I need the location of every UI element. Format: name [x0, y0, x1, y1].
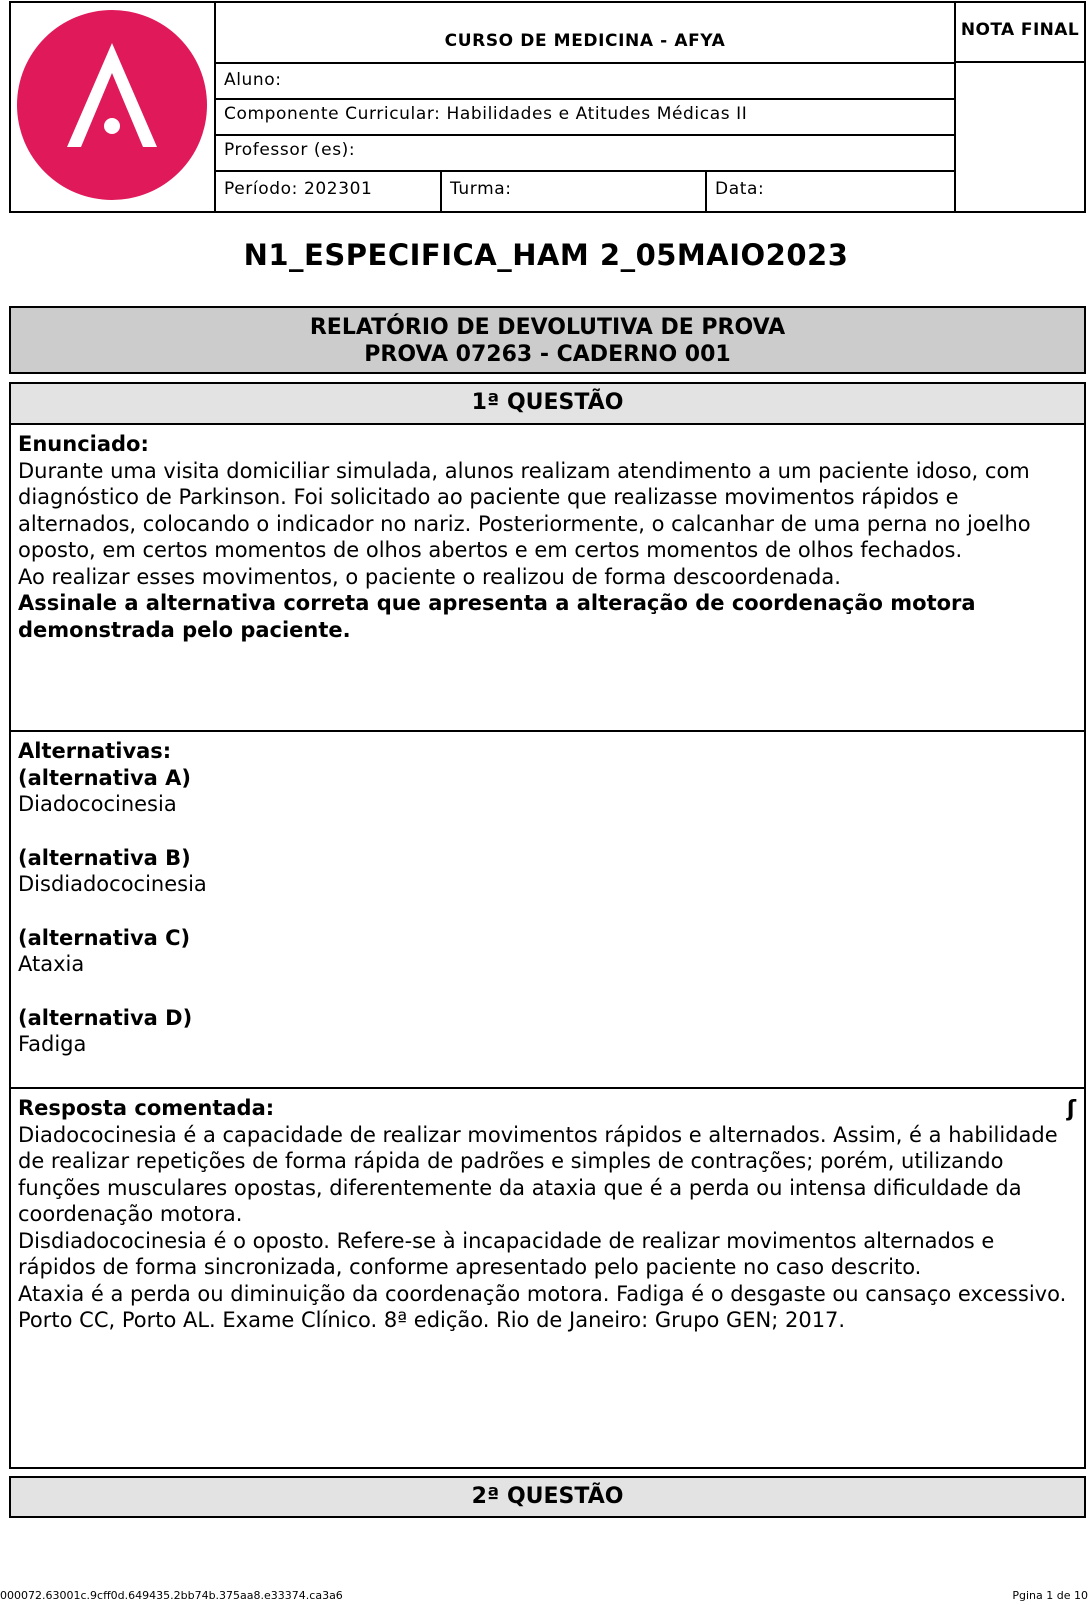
alternative-text: Fadiga — [18, 1032, 87, 1056]
report-title: RELATÓRIO DE DEVOLUTIVA DE PROVA — [309, 315, 786, 340]
alternative-b — [18, 845, 1072, 898]
alternative-c — [18, 925, 1072, 978]
text-cursor-mark: ʃ — [1066, 1097, 1076, 1122]
alternative-label: (alternativa D) — [18, 1005, 193, 1030]
resposta-paragraph: Disdiadococinesia é o oposto. Refere-se à incapacidade de realizar movimentos alternados e rápidos de forma sincronizada, conforme apresentado pelo paciente no caso descrito. — [18, 1228, 995, 1279]
question-1-header: 1ª QUESTÃO — [11, 384, 1084, 425]
alternativas-heading: Alternativas: — [18, 739, 172, 763]
professor-field: Professor (es): — [216, 134, 954, 172]
enunciado-heading: Enunciado: — [18, 432, 149, 456]
resposta-section — [11, 1089, 1084, 1467]
exam-title: N1_ESPECIFICA_HAM 2_05MAIO2023 — [243, 238, 849, 272]
resposta-paragraph: Ataxia é a perda ou diminuição da coordenação motora. Fadiga é o desgaste ou cansaço excessivo. — [18, 1281, 1067, 1306]
periodo-field: Período: 202301 — [216, 170, 442, 211]
exam-header — [9, 1, 1086, 213]
info-cell — [216, 3, 954, 211]
data-field: Data: — [715, 179, 765, 199]
afya-logo — [16, 9, 208, 201]
enunciado-instruction: Assinale a alternativa correta que apresenta a alteração de coordenação motora demonstrada pelo paciente. — [18, 591, 976, 642]
componente-field: Componente Curricular: Habilidades e Atitudes Médicas II — [216, 98, 954, 136]
question-1 — [9, 382, 1086, 1469]
resposta-heading: Resposta comentada: — [18, 1096, 275, 1120]
nota-final-label: NOTA FINAL — [956, 3, 1084, 63]
enunciado-paragraph: Ao realizar esses movimentos, o paciente o realizou de forma descoordenada. — [18, 564, 841, 589]
page-number: Pgina 1 de 10 — [1012, 1589, 1088, 1602]
nota-final-cell — [954, 3, 1084, 211]
alternative-text: Ataxia — [18, 952, 85, 976]
alternative-text: Diadococinesia — [18, 792, 177, 816]
alternativas-section — [11, 732, 1084, 1089]
report-banner — [9, 306, 1086, 374]
resposta-paragraph: Diadococinesia é a capacidade de realizar movimentos rápidos e alternados. Assim, é a habilidade de realizar repetições de forma rápida de padrões e simples de contrações; porém, utilizando funções musculares opostas, diferentemente da ataxia que é a perda ou intensa dificuldade da coordenação motora. — [18, 1122, 1058, 1226]
alternative-label: (alternativa A) — [18, 765, 191, 790]
course-title: CURSO DE MEDICINA - AFYA — [444, 31, 726, 51]
document-id: 000072.63001c.9cff0d.649435.2bb74b.375aa8.e33374.ca3a6 — [0, 1589, 343, 1602]
question-2-header: 2ª QUESTÃO — [9, 1476, 1086, 1518]
alternative-label: (alternativa C) — [18, 925, 191, 950]
turma-field: Turma: — [442, 170, 707, 211]
logo-cell — [11, 3, 216, 211]
aluno-field: Aluno: — [216, 62, 954, 100]
periodo-row — [216, 170, 954, 211]
report-subtitle: PROVA 07263 - CADERNO 001 — [364, 342, 731, 367]
enunciado-section — [11, 425, 1084, 732]
alternative-a — [18, 765, 1072, 818]
reference-citation: Porto CC, Porto AL. Exame Clínico. 8ª edição. Rio de Janeiro: Grupo GEN; 2017. — [18, 1308, 846, 1332]
alternative-text: Disdiadococinesia — [18, 872, 207, 896]
alternative-label: (alternativa B) — [18, 845, 191, 870]
enunciado-paragraph: Durante uma visita domiciliar simulada, alunos realizam atendimento a um paciente idoso, com diagnóstico de Parkinson. Foi solicitado ao paciente que realizasse movimentos rápidos e alternados, colocando o indicador no nariz. Posteriormente, o calcanhar de uma perna no joelho oposto, em certos momentos de olhos abertos e em certos momentos de olhos fechados. — [18, 458, 1031, 562]
alternative-d — [18, 1005, 1072, 1058]
